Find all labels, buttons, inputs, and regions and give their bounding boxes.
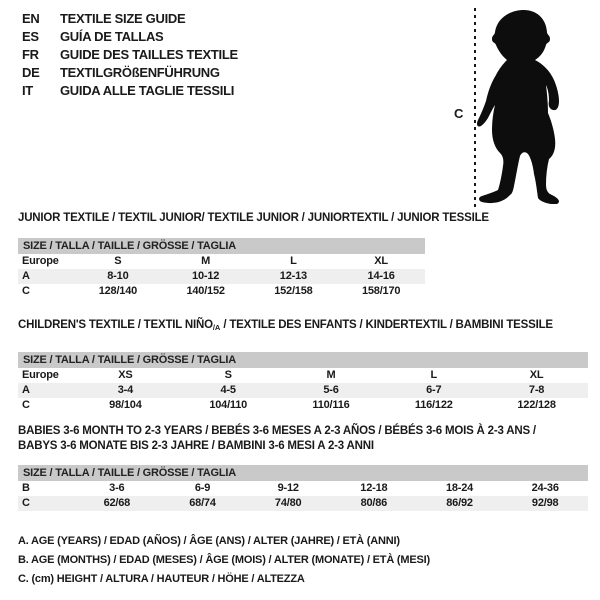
language-title: TEXTILGRÖßENFÜHRUNG: [60, 65, 220, 80]
table-rows: [18, 368, 588, 413]
row-value: 104/110: [209, 399, 248, 411]
row-value: 12-18: [360, 482, 388, 494]
language-row: [22, 28, 238, 46]
language-code: FR: [22, 47, 39, 62]
row-value: 14-16: [367, 270, 395, 282]
row-label: Europe: [22, 369, 59, 381]
footnote-line: C. (cm) HEIGHT / ALTURA / HAUTEUR / HÖHE / ALTEZZA: [18, 573, 305, 585]
row-value: 18-24: [445, 482, 474, 494]
table-title-segment: /A: [212, 323, 221, 332]
row-value: 12-13: [279, 270, 307, 282]
table-row: [18, 496, 588, 511]
row-value: 24-36: [531, 482, 559, 494]
language-code: ES: [22, 29, 39, 44]
language-code: DE: [22, 65, 40, 80]
language-list: [22, 10, 238, 100]
baby-silhouette-image: [476, 8, 566, 204]
row-value: 152/158: [274, 285, 313, 297]
language-row: [22, 46, 238, 64]
language-row: [22, 82, 238, 100]
table-title: [18, 211, 489, 226]
table-title-segment: BABYS 3-6 MONATE BIS 2-3 JAHRE / BAMBINI 3-6 MESI A 2-3 ANNI: [18, 440, 374, 452]
row-value: 116/122: [414, 399, 453, 411]
row-label: A: [22, 384, 30, 396]
row-value: XL: [529, 369, 544, 381]
row-value: L: [290, 255, 297, 267]
language-row: [22, 10, 238, 28]
row-value: 158/170: [361, 285, 401, 297]
table-rows: [18, 481, 588, 511]
row-value: 6-9: [194, 482, 211, 494]
footnote-line: A. AGE (YEARS) / EDAD (AÑOS) / ÂGE (ANS) / ALTER (JAHRE) / ETÀ (ANNI): [18, 535, 400, 547]
size-header-bar: SIZE / TALLA / TAILLE / GRÖSSE / TAGLIA: [18, 238, 425, 254]
footnote-line: B. AGE (MONTHS) / EDAD (MESES) / ÂGE (MOIS) / ALTER (MONATE) / ETÀ (MESI): [18, 554, 430, 566]
language-code: EN: [22, 11, 40, 26]
row-value: 62/68: [103, 497, 131, 509]
table-rows: [18, 254, 425, 299]
row-value: 74/80: [274, 497, 302, 509]
row-value: XL: [374, 255, 388, 267]
language-title: GUIDE DES TAILLES TEXTILE: [60, 47, 238, 62]
table-title: [18, 318, 588, 335]
row-value: 140/152: [186, 285, 225, 297]
children-textile-table: [18, 318, 588, 413]
row-value: 7-8: [528, 384, 545, 396]
row-value: 5-6: [323, 384, 339, 396]
row-label: C: [22, 285, 30, 297]
row-value: 128/140: [98, 285, 138, 297]
row-label: Europe: [22, 255, 59, 267]
table-row: [18, 398, 588, 413]
language-title: TEXTILE SIZE GUIDE: [60, 11, 186, 26]
size-header-bar: SIZE / TALLA / TAILLE / GRÖSSE / TAGLIA: [18, 465, 588, 481]
junior-textile-table: [18, 211, 489, 299]
row-value: 92/98: [531, 497, 559, 509]
table-title-segment: BABIES 3-6 MONTH TO 2-3 YEARS / BEBÉS 3-6 MESES A 2-3 AÑOS / BÉBÉS 3-6 MOIS À 2-3 ANS /: [18, 425, 536, 437]
row-value: 3-6: [109, 482, 125, 494]
row-value: S: [224, 369, 232, 381]
language-title: GUIDA ALLE TAGLIE TESSILI: [60, 83, 235, 98]
language-row: [22, 64, 238, 82]
row-value: 4-5: [220, 384, 236, 396]
size-header-bar: SIZE / TALLA / TAILLE / GRÖSSE / TAGLIA: [18, 352, 588, 368]
table-title: [18, 424, 588, 454]
row-value: 110/116: [312, 399, 350, 411]
row-label: C: [22, 497, 30, 509]
table-title-segment: / TEXTILE DES ENFANTS / KINDERTEXTIL / BAMBINI TESSILE: [220, 319, 553, 331]
height-measure-label: C: [454, 106, 464, 121]
row-value: XS: [118, 369, 133, 381]
row-value: 10-12: [192, 270, 220, 282]
language-code: IT: [22, 83, 33, 98]
row-label: B: [22, 482, 30, 494]
language-title: GUÍA DE TALLAS: [60, 29, 164, 44]
row-value: 6-7: [426, 384, 442, 396]
table-row: [18, 284, 425, 299]
row-label: A: [22, 270, 30, 282]
row-value: 122/128: [517, 399, 556, 411]
table-title-segment: CHILDREN'S TEXTILE / TEXTIL NIÑO: [18, 319, 213, 331]
babies-textile-table: [18, 424, 588, 511]
row-value: 9-12: [277, 482, 299, 494]
row-value: S: [114, 255, 122, 267]
row-value: 3-4: [117, 384, 134, 396]
row-value: 98/104: [109, 399, 142, 411]
row-value: M: [326, 369, 336, 381]
row-label: C: [22, 399, 30, 411]
row-value: L: [430, 369, 438, 381]
table-row: [18, 481, 588, 496]
table-row: [18, 254, 425, 269]
table-row: [18, 269, 425, 284]
row-value: M: [201, 255, 211, 267]
table-row: [18, 368, 588, 383]
row-value: 80/86: [360, 497, 388, 509]
row-value: 68/74: [189, 497, 216, 509]
table-row: [18, 383, 588, 398]
row-value: 8-10: [107, 270, 129, 282]
row-value: 86/92: [446, 497, 473, 509]
table-title-segment: JUNIOR TEXTILE / TEXTIL JUNIOR/ TEXTILE JUNIOR / JUNIORTEXTIL / JUNIOR TESSILE: [18, 212, 489, 224]
footnotes: [18, 532, 430, 589]
